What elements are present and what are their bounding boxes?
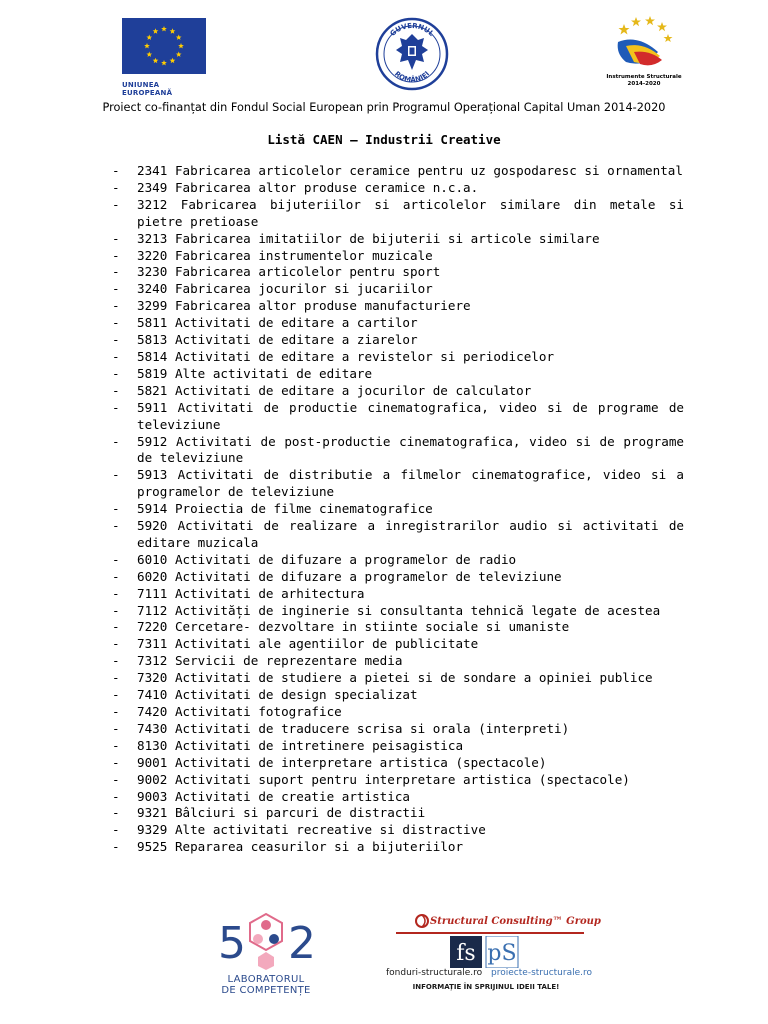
- list-item: [110, 332, 684, 349]
- list-item: [110, 264, 684, 281]
- list-item: [110, 434, 684, 468]
- caen-code: 5819: [137, 365, 168, 381]
- caen-description: Fabricarea articolelor pentru sport: [174, 264, 441, 280]
- caen-description: Fabricarea jocurilor si jucariilor: [174, 281, 433, 297]
- caen-code: 7320: [137, 670, 168, 686]
- caen-code: 3240: [137, 281, 168, 297]
- svg-text:2: 2: [288, 918, 316, 969]
- list-item: [110, 467, 684, 501]
- caen-code: 2341: [137, 163, 168, 178]
- caen-description: Cercetare- dezvoltare in stiinte sociale si umaniste: [174, 619, 570, 635]
- list-item: [110, 231, 684, 248]
- caen-description: Activitati de editare a cartilor: [174, 315, 418, 331]
- list-item: [110, 586, 684, 603]
- list-item: [110, 687, 684, 704]
- caen-description: Activitati de editare a jocurilor de calculator: [174, 382, 532, 398]
- caen-description: Activitati de interpretare artistica (spectacole): [174, 754, 547, 770]
- eu-caption: UNIUNEA EUROPEANĂ: [122, 81, 173, 97]
- list-item: [110, 569, 684, 586]
- list-item: [110, 197, 684, 231]
- list-item: [110, 366, 684, 383]
- caen-description: Activitati de post-productie cinematografica, video si de programe de televiziune: [137, 433, 684, 466]
- eu-star-icon: [176, 35, 182, 40]
- eu-logo: [122, 18, 208, 97]
- lab-caption-line2: DE COMPETENȚE: [221, 985, 311, 996]
- eu-star-icon: [161, 60, 167, 65]
- caen-description: Fabricarea instrumentelor muzicale: [174, 247, 433, 263]
- caen-description: Activitati de realizare a inregistrarilor audio si activitati de editare muzicala: [137, 518, 684, 550]
- list-item: [110, 180, 684, 197]
- caen-description: Activitati de arhitectura: [174, 585, 365, 601]
- list-item: [110, 603, 684, 620]
- caen-code: 3230: [137, 264, 168, 280]
- is-caption-line1: Instrumente Structurale: [606, 74, 682, 80]
- list-item: [110, 721, 684, 738]
- laboratorul-de-competente-logo: [214, 908, 318, 998]
- lab-caption-line1: LABORATORUL: [227, 974, 305, 985]
- caen-code: 7430: [137, 720, 168, 736]
- list-item: [110, 636, 684, 653]
- caen-description: Activitati de design specializat: [174, 687, 418, 703]
- caen-code: 7312: [137, 653, 168, 669]
- caen-description: Activitati de difuzare a programelor de radio: [174, 551, 517, 567]
- caen-code: 9003: [137, 788, 168, 804]
- header-logos: [0, 12, 768, 98]
- eu-stars-icon: [122, 18, 206, 74]
- list-item: [110, 839, 684, 856]
- structural-sites: [386, 968, 592, 978]
- svg-text:GUVERNUL: GUVERNUL: [388, 21, 436, 38]
- caen-description: Activitati de distributie a filmelor cinematografice, video si a programelor de televiziune: [137, 467, 684, 500]
- caen-code: 7111: [137, 585, 168, 601]
- caen-description: Activitati de traducere scrisa si orala (interpreti): [174, 720, 570, 736]
- eu-star-icon: [176, 52, 182, 57]
- caen-code: 5814: [137, 348, 168, 364]
- brand-divider: [396, 932, 584, 934]
- caen-code: 7420: [137, 704, 168, 719]
- list-item: [110, 248, 684, 265]
- caen-description: Activitati fotografice: [174, 704, 342, 719]
- list-item: [110, 518, 684, 552]
- caen-code: 5911: [137, 399, 168, 415]
- caen-code: 5813: [137, 332, 168, 348]
- eu-flag: [122, 18, 206, 74]
- caen-code: 5811: [137, 315, 168, 331]
- list-item: [110, 822, 684, 839]
- svg-text:ROMÂNIEI: ROMÂNIEI: [392, 69, 432, 85]
- caen-description: Activități de inginerie si consultanta tehnică legate de acestea: [174, 602, 661, 618]
- instrumente-structurale-logo: [604, 12, 684, 96]
- caen-code: 9001: [137, 754, 168, 770]
- list-item: [110, 805, 684, 822]
- svg-text:5: 5: [218, 918, 246, 969]
- instrumente-structurale-caption: [604, 74, 684, 88]
- eu-star-icon: [146, 52, 152, 57]
- caen-code: 5913: [137, 467, 168, 483]
- caen-list: [110, 163, 684, 856]
- caen-description: Alte activitati de editare: [174, 365, 373, 381]
- caen-code: 9002: [137, 771, 168, 787]
- list-item: [110, 619, 684, 636]
- list-item: [110, 789, 684, 806]
- caen-description: Activitati de editare a revistelor si periodicelor: [174, 348, 555, 364]
- caen-description: Repararea ceasurilor si a bijuteriilor: [174, 839, 464, 855]
- eu-star-icon: [170, 58, 176, 63]
- list-item: [110, 704, 684, 721]
- structural-tagline: INFORMAȚIE ÎN SPRIJINUL IDEII TALE!: [412, 983, 560, 991]
- caen-code: 3299: [137, 298, 168, 314]
- caen-description: Fabricarea imitatiilor de bijuterii si articole similare: [174, 230, 600, 246]
- caen-description: Proiectia de filme cinematografice: [174, 501, 433, 517]
- caen-code: 8130: [137, 737, 168, 753]
- structural-consulting-logo: [386, 910, 601, 1000]
- caen-description: Fabricarea altor produse ceramice n.c.a.: [174, 179, 479, 195]
- list-item: [110, 163, 684, 180]
- eu-star-icon: [161, 26, 167, 31]
- eu-star-icon: [170, 28, 176, 33]
- instrumente-structurale-icon: [604, 12, 684, 72]
- caen-description: Alte activitati recreative si distractive: [174, 822, 486, 838]
- list-item: [110, 755, 684, 772]
- caen-code: 9329: [137, 822, 168, 838]
- site-proiecte-structurale: proiecte-structurale.ro: [491, 968, 592, 978]
- eu-star-icon: [146, 35, 152, 40]
- list-item: [110, 552, 684, 569]
- caen-description: Activitati de difuzare a programelor de televiziune: [174, 568, 562, 584]
- lab-competente-icon: [214, 908, 318, 972]
- caen-code: 7311: [137, 636, 168, 652]
- list-item: [110, 772, 684, 789]
- fs-ps-mark-icon: [450, 936, 530, 968]
- caen-description: Fabricarea bijuteriilor si articolelor similare din metale si pietre pretioase: [137, 196, 684, 229]
- caen-code: 5920: [137, 518, 168, 534]
- caen-description: Activitati de intretinere peisagistica: [174, 737, 464, 753]
- caen-description: Activitati ale agentiilor de publicitate: [174, 636, 479, 652]
- list-item: [110, 315, 684, 332]
- caen-code: 9525: [137, 839, 168, 855]
- caen-code: 7112: [137, 602, 168, 618]
- caen-description: Servicii de reprezentare media: [174, 653, 403, 669]
- cofinance-statement: Proiect co-finanțat din Fondul Social European prin Programul Operațional Capital Uman 2014-2020: [102, 101, 666, 114]
- site-fonduri-structurale: fonduri-structurale.ro: [386, 968, 483, 978]
- caen-description: Activitati suport pentru interpretare artistica (spectacole): [174, 771, 630, 787]
- list-item: [110, 738, 684, 755]
- caen-code: 3212: [137, 196, 168, 212]
- lab-caption: [214, 974, 318, 996]
- footer-logos: [0, 904, 768, 1004]
- list-item: [110, 501, 684, 518]
- list-item: [110, 383, 684, 400]
- caen-code: 6010: [137, 551, 168, 567]
- government-seal-icon: [374, 16, 450, 92]
- caen-code: 5821: [137, 382, 168, 398]
- list-item: [110, 281, 684, 298]
- list-item: [110, 400, 684, 434]
- list-item: [110, 670, 684, 687]
- svg-text:pS: pS: [487, 941, 517, 966]
- caen-description: Fabricarea altor produse manufacturiere: [174, 298, 471, 314]
- svg-text:fs: fs: [456, 941, 476, 966]
- caen-code: 5912: [137, 433, 168, 449]
- caen-description: Activitati de creatie artistica: [174, 788, 410, 804]
- eu-star-icon: [153, 28, 159, 33]
- caen-description: Fabricarea articolelor ceramice pentru uz gospodaresc si ornamental: [174, 163, 683, 178]
- romanian-government-seal: [374, 16, 450, 92]
- caen-code: 7220: [137, 619, 168, 635]
- structural-consulting-brand: Structural Consulting™ Group: [430, 916, 601, 927]
- eu-star-icon: [153, 58, 159, 63]
- caen-code: 3220: [137, 247, 168, 263]
- caen-code: 9321: [137, 805, 168, 821]
- document-title: Listă CAEN – Industrii Creative: [267, 132, 501, 147]
- eu-star-icon: [144, 43, 150, 48]
- caen-code: 5914: [137, 501, 168, 517]
- caen-code: 2349: [137, 179, 168, 195]
- caen-code: 3213: [137, 230, 168, 246]
- caen-code: 6020: [137, 568, 168, 584]
- caen-description: Activitati de editare a ziarelor: [174, 332, 418, 348]
- caen-description: Activitati de productie cinematografica, video si de programe de televiziune: [137, 399, 684, 432]
- is-caption-line2: 2014-2020: [627, 81, 661, 87]
- eu-star-icon: [178, 43, 184, 48]
- list-item: [110, 653, 684, 670]
- list-item: [110, 349, 684, 366]
- list-item: [110, 298, 684, 315]
- caen-description: Bâlciuri si parcuri de distractii: [174, 805, 426, 821]
- caen-code: 7410: [137, 687, 168, 703]
- caen-description: Activitati de studiere a pietei si de sondare a opiniei publice: [174, 670, 653, 686]
